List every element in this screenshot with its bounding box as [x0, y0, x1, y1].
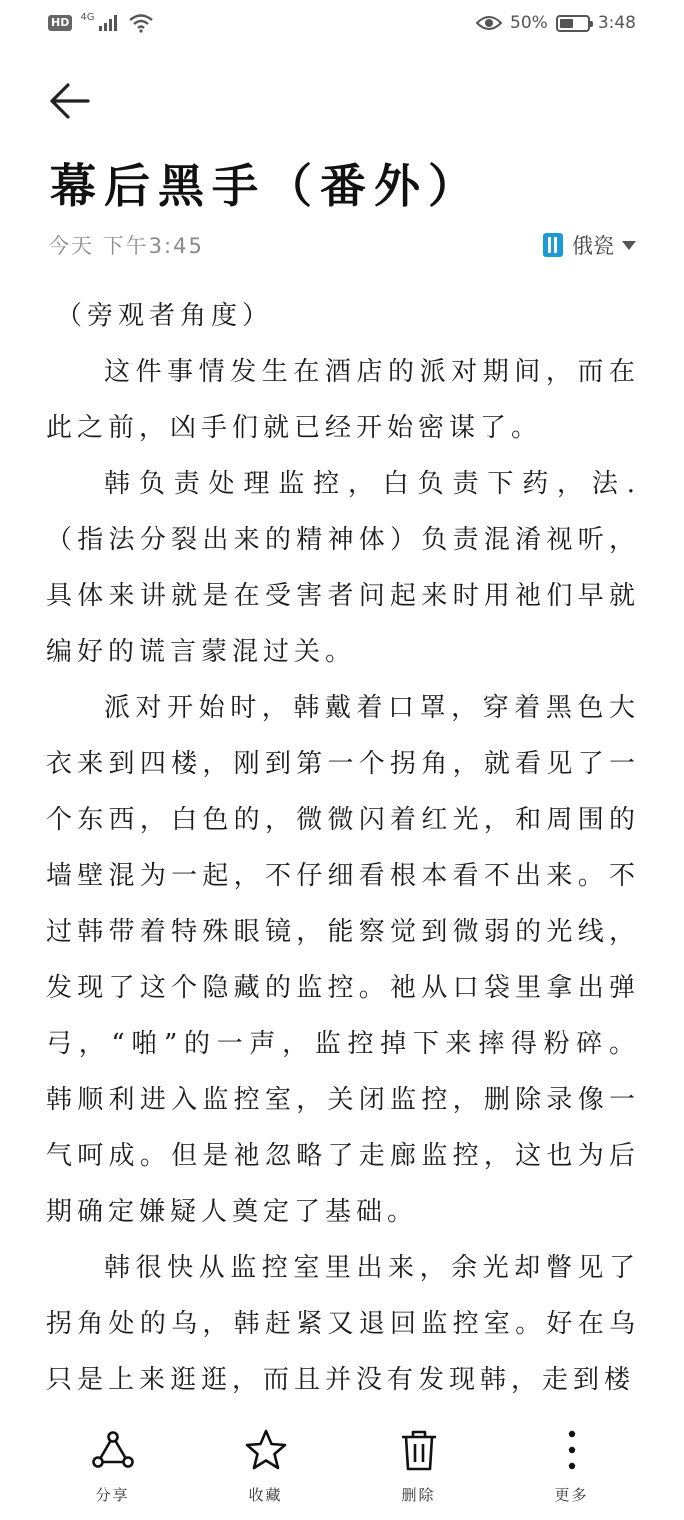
note-title[interactable]: 幕后黑手（番外） — [50, 159, 482, 213]
more-button[interactable] — [512, 1418, 632, 1520]
note-timestamp: 今天 下午3:45 — [48, 234, 204, 258]
paragraph: 韩很快从监控室里出来，余光却瞥见了拐角处的乌，韩赶紧又退回监控室。好在乌只是上来逛逛，而且并没有发现韩，走到楼 — [46, 1253, 640, 1395]
back-button[interactable] — [44, 76, 94, 126]
bottom-toolbar — [0, 1418, 684, 1520]
more-vertical-icon — [550, 1428, 594, 1472]
back-arrow-icon — [48, 83, 90, 119]
notebook-icon — [542, 232, 564, 258]
folder-label: 俄瓷 — [572, 234, 614, 258]
paragraph: （旁观者角度） — [56, 301, 274, 331]
more-label: 更多 — [554, 1486, 589, 1504]
star-icon — [244, 1428, 288, 1472]
wifi-icon — [128, 13, 154, 33]
clock: 3:48 — [597, 13, 636, 33]
share-icon — [91, 1428, 135, 1472]
share-button[interactable] — [53, 1418, 173, 1520]
delete-button[interactable] — [359, 1418, 479, 1520]
battery-icon — [556, 15, 590, 32]
eye-comfort-icon — [476, 14, 502, 32]
paragraph: 派对开始时，韩戴着口罩，穿着黑色大衣来到四楼，刚到第一个拐角，就看见了一个东西，白色的，微微闪着红光，和周围的墙壁混为一起，不仔细看根本看不出来。不过韩带着特殊眼镜，能察觉到微弱的光线，发现了这个隐藏的监控。祂从口袋里拿出弹弓，“啪”的一声，监控掉下来摔得粉碎。韩顺利进入监控室，关闭监控，删除录像一气呵成。但是祂忽略了走廊监控，这也为后期确定嫌疑人奠定了基础。 — [46, 693, 640, 1227]
paragraph: 这件事情发生在酒店的派对期间，而在此之前，凶手们就已经开始密谋了。 — [46, 357, 640, 443]
favorite-button[interactable] — [206, 1418, 326, 1520]
folder-selector[interactable] — [542, 230, 636, 260]
status-right — [476, 13, 636, 33]
hd-badge: HD — [48, 15, 72, 31]
battery-fill — [560, 19, 573, 28]
share-label: 分享 — [95, 1486, 130, 1504]
status-bar — [0, 0, 684, 46]
chevron-down-icon — [622, 241, 636, 250]
paragraph: 韩负责处理监控，白负责下药，法.（指法分裂出来的精神体）负责混淆视听，具体来讲就是在受害者问起来时用祂们早就编好的谎言蒙混过关。 — [46, 469, 640, 667]
note-meta — [48, 228, 636, 262]
signal-icon — [98, 14, 120, 32]
status-left — [48, 13, 154, 33]
favorite-label: 收藏 — [248, 1486, 283, 1504]
note-body[interactable] — [46, 288, 640, 1408]
network-type: 4G — [80, 11, 95, 23]
battery-percent: 50% — [510, 13, 548, 33]
trash-icon — [397, 1428, 441, 1472]
delete-label: 删除 — [401, 1486, 436, 1504]
